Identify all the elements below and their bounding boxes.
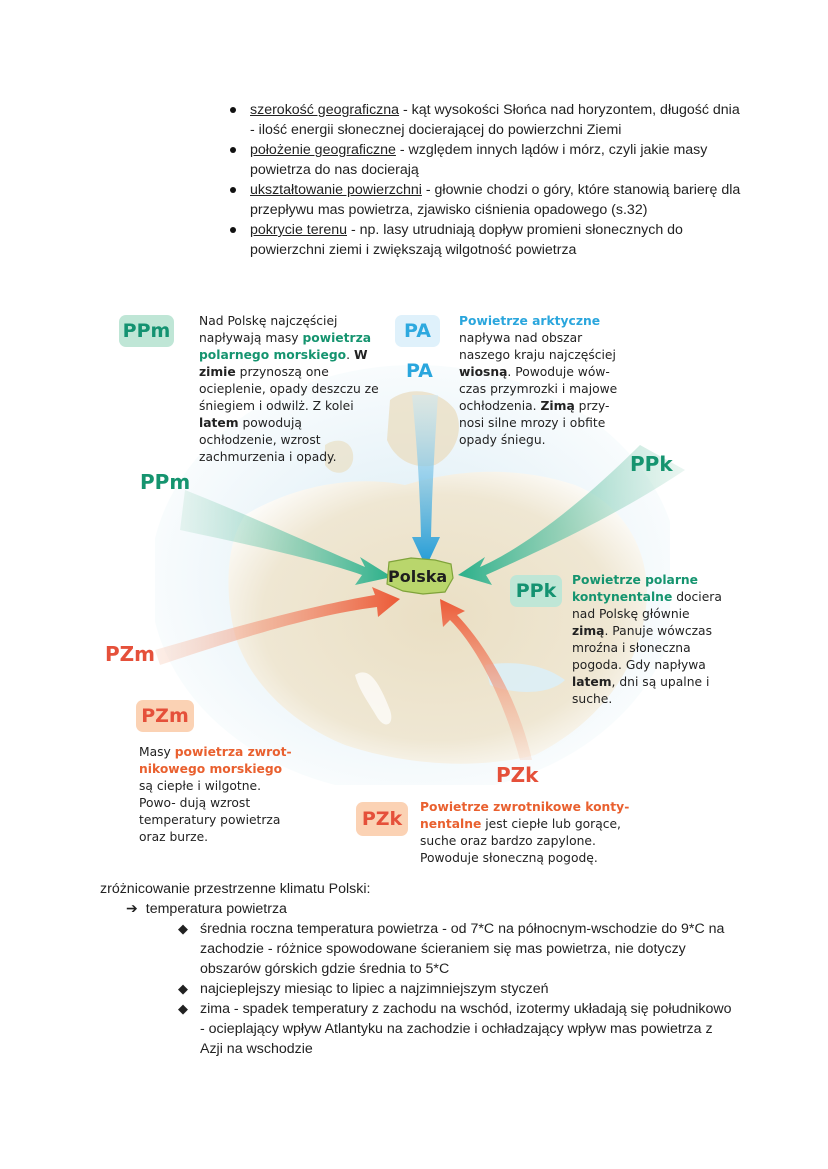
bullet-icon (230, 147, 236, 153)
pa-arrow-label: PA (406, 360, 433, 382)
list-item (228, 140, 748, 180)
list-item (176, 919, 736, 979)
factor-description: - głownie chodzi o góry, które stanowią barierę dla przepływu mas powietrza, zjawisko ciśnienia opadowego (s.32) (250, 182, 741, 218)
pzm-arrow-label: PZm (105, 642, 155, 666)
factor-description: - np. lasy utrudniają dopływ promieni słonecznych do powierzchni ziemi i zwiększają wilgotność powietrza (250, 222, 683, 258)
diamond-bullet-icon: ◆ (178, 1001, 188, 1016)
pa-text: przy- nosi silne mrozy i obfite opady śniegu. (459, 399, 610, 447)
list-item (228, 100, 748, 140)
ppm-text: Nad Polskę najczęściej napływają masy (199, 314, 338, 345)
factor-term: ukształtowanie powierzchni (250, 182, 422, 198)
list-item (228, 180, 748, 220)
ppm-text: . (346, 348, 351, 362)
pa-bold: Zimą (540, 399, 575, 413)
arrow-right-icon: ➔ (126, 901, 138, 917)
ppk-description (572, 572, 724, 708)
ppk-bold: latem (572, 675, 612, 689)
pa-text: . Powoduje wów- czas przymrozki i majowe ochłodzenia. (459, 365, 618, 413)
pa-arrow (412, 395, 440, 567)
pa-badge: PA (395, 315, 440, 347)
pa-highlight: Powietrze arktyczne (459, 314, 601, 328)
list-item-text: najcieplejszy miesiąc to lipiec a najzimniejszym styczeń (200, 981, 549, 997)
air-masses-figure (100, 305, 730, 873)
pzk-highlight: Powietrze zwrotnikowe konty- nentalne (420, 800, 630, 831)
pzk-arrow-label: PZk (496, 763, 539, 787)
list-item-text: zima - spadek temperatury z zachodu na wschód, izotermy układają się południkowo - ocieplający wpływ Atlantyku na zachodzie i ochładzający wpływ mas powietrza z Azji na wschodzie (200, 1001, 732, 1057)
ppm-text: powodują ochłodzenie, wzrost zachmurzenia i opady. (199, 416, 337, 464)
ppk-highlight: Powietrze polarne kontynentalne (572, 573, 699, 604)
section-title: zróżnicowanie przestrzenne klimatu Polski: (100, 881, 371, 897)
pa-text: napływa nad obszar naszego kraju najczęściej (459, 331, 616, 362)
factor-description: - względem innych lądów i mórz, czyli jakie masy powietrza do nas docierają (250, 142, 708, 178)
ppm-badge: PPm (119, 315, 174, 347)
ppm-highlight: powietrza polarnego morskiego (199, 331, 372, 362)
ppk-text: dociera nad Polskę głównie (572, 590, 722, 621)
factor-term: szerokość geograficzna (250, 102, 400, 118)
diamond-bullet-icon: ◆ (178, 981, 188, 996)
factor-term: pokrycie terenu (250, 222, 347, 238)
factors-list (228, 100, 748, 260)
pzk-text: jest ciepłe lub gorące, suche oraz bardzo zapylone. Powoduje słoneczną pogodę. (420, 817, 621, 865)
ppm-bold: latem (199, 416, 239, 430)
ppm-arrow (180, 490, 392, 585)
ppk-text: , dni są upalne i suche. (572, 675, 710, 706)
ppm-description (199, 313, 379, 466)
bullet-icon (230, 187, 236, 193)
ppk-badge: PPk (510, 575, 562, 607)
temperature-list (176, 919, 736, 1059)
pa-description (459, 313, 619, 449)
pzm-badge: PZm (136, 700, 194, 732)
pzk-description (420, 799, 630, 867)
ppk-text: . Panuje wówczas mroźna i słoneczna pogoda. Gdy napływa (572, 624, 712, 672)
pzm-description (139, 744, 299, 846)
arrow-list-item (126, 899, 287, 919)
pa-bold: wiosną (459, 365, 508, 379)
diamond-bullet-icon: ◆ (178, 921, 188, 936)
ppm-text: przynoszą one ocieplenie, opady deszczu ze śniegiem i odwilż. Z kolei (199, 365, 379, 413)
list-item (176, 999, 736, 1059)
pzk-arrow (440, 599, 532, 760)
pzm-highlight: powietrza zwrot- nikowego morskiego (139, 745, 292, 776)
pzk-badge: PZk (356, 802, 408, 836)
list-item (228, 220, 748, 260)
factor-term: położenie geograficzne (250, 142, 396, 158)
arrow-item-label: temperatura powietrza (145, 901, 287, 917)
pzm-text: Masy (139, 745, 175, 759)
pzm-text: są ciepłe i wilgotne. Powo- dują wzrost temperatury powietrza oraz burze. (139, 779, 281, 844)
list-item (176, 979, 736, 999)
bullet-icon (230, 227, 236, 233)
list-item-text: średnia roczna temperatura powietrza - od 7*C na północnym-wschodzie do 9*C na zachodzie - różnice spowodowane ścieraniem się mas powietrza, nie dotyczy obszarów górskich gdzie średnia to 5*C (200, 921, 725, 977)
factor-description: - kąt wysokości Słońca nad horyzontem, długość dnia - ilość energii słonecznej docierającej do powierzchni Ziemi (250, 102, 740, 138)
poland-label: Polska (388, 567, 448, 586)
ppk-bold: zimą (572, 624, 605, 638)
ppm-bold: W zimie (199, 348, 368, 379)
bullet-icon (230, 107, 236, 113)
ppk-arrow-label: PPk (630, 452, 673, 476)
pzm-arrow (155, 587, 400, 665)
ppm-arrow-label: PPm (140, 470, 191, 494)
